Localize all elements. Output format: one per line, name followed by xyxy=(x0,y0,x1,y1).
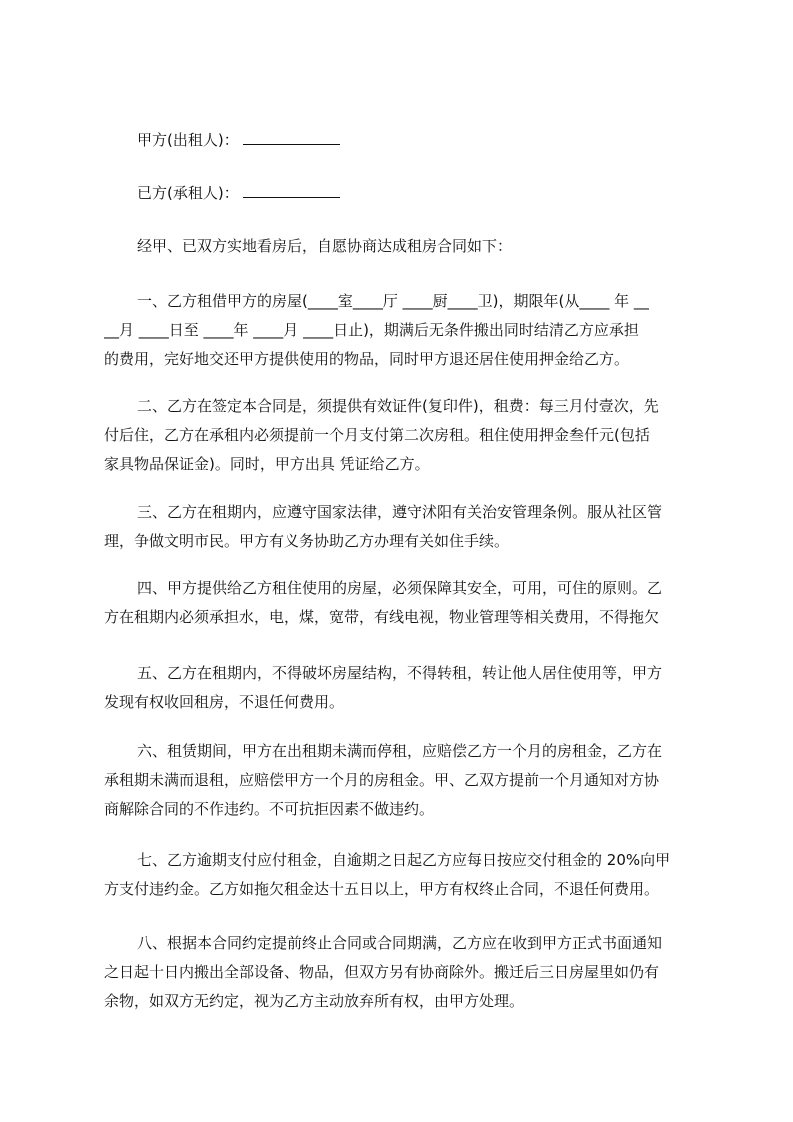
clause-7-line-2: 方支付违约金。乙方如拖欠租金达十五日以上，甲方有权终止合同，不退任何费用。 xyxy=(104,880,660,898)
clause-1-line-2: __月 ____日至 ____年 ____月 ____日止)，期满后无条件搬出同时结清乙方应承担 xyxy=(104,321,639,339)
clause-4-line-1: 四、甲方提供给乙方租住使用的房屋，必须保障其安全，可用，可住的原则。乙 xyxy=(137,579,663,597)
clause-2 xyxy=(104,392,704,479)
clause-3-line-1: 三、乙方在租期内，应遵守国家法律，遵守沭阳有关治安管理条例。服从社区管 xyxy=(137,503,663,521)
clause-8-line-2: 之日起十日内搬出全部设备、物品，但双方另有协商除外。搬迁后三日房屋里如仍有 xyxy=(104,963,660,981)
party-a-line xyxy=(137,130,340,150)
clause-6 xyxy=(104,737,704,824)
party-a-label: 甲方(出租人)： xyxy=(137,131,239,149)
clause-6-line-1: 六、租赁期间，甲方在出租期未满而停租，应赔偿乙方一个月的房租金，乙方在 xyxy=(137,742,663,760)
clause-6-line-2: 承租期未满而退租，应赔偿甲方一个月的房租金。甲、乙双方提前一个月通知对方协 xyxy=(104,771,660,789)
clause-7 xyxy=(104,846,704,904)
intro-paragraph: 经甲、已双方实地看房后，自愿协商达成租房合同如下： xyxy=(137,237,513,255)
clause-2-line-2: 付后住，乙方在承租内必须提前一个月支付第二次房租。租住使用押金叁仟元(包括 xyxy=(104,426,650,444)
clause-5-line-2: 发现有权收回租房，不退任何费用。 xyxy=(104,693,345,711)
clause-4 xyxy=(104,574,704,632)
party-b-line xyxy=(137,183,340,203)
clause-6-line-3: 商解除合同的不作违约。不可抗拒因素不做违约。 xyxy=(104,800,435,818)
clause-3 xyxy=(104,498,704,556)
clause-4-line-2: 方在租期内必须承担水，电，煤，宽带，有线电视，物业管理等相关费用，不得拖欠 xyxy=(104,608,660,626)
party-a-blank xyxy=(243,130,340,145)
clause-3-line-2: 理，争做文明市民。甲方有义务协助乙方办理有关如住手续。 xyxy=(104,532,510,550)
party-b-blank xyxy=(243,183,340,198)
clause-7-line-1: 七、乙方逾期支付应付租金，自逾期之日起乙方应每日按应交付租金的 20%向甲 xyxy=(137,851,671,869)
clause-8-line-1: 八、根据本合同约定提前终止合同或合同期满，乙方应在收到甲方正式书面通知 xyxy=(137,934,663,952)
clause-1-line-1: 一、乙方租借甲方的房屋(____室____厅 ____厨____卫)，期限年(从____ 年 __ xyxy=(137,292,649,310)
clause-8 xyxy=(104,929,704,1016)
clause-1 xyxy=(104,287,704,374)
party-b-label: 已方(承租人)： xyxy=(137,184,239,202)
clause-5 xyxy=(104,659,704,717)
clause-8-line-3: 余物，如双方无约定，视为乙方主动放弃所有权，由甲方处理。 xyxy=(104,992,525,1010)
clause-2-line-1: 二、乙方在签定本合同是，须提供有效证件(复印件)，租费：每三月付壹次，先 xyxy=(137,397,659,415)
clause-1-line-3: 的费用，完好地交还甲方提供使用的物品，同时甲方退还居住使用押金给乙方。 xyxy=(104,350,630,368)
clause-5-line-1: 五、乙方在租期内，不得破坏房屋结构，不得转租，转让他人居住使用等，甲方 xyxy=(137,664,663,682)
clause-2-line-3: 家具物品保证金)。同时，甲方出具 凭证给乙方。 xyxy=(104,455,430,473)
